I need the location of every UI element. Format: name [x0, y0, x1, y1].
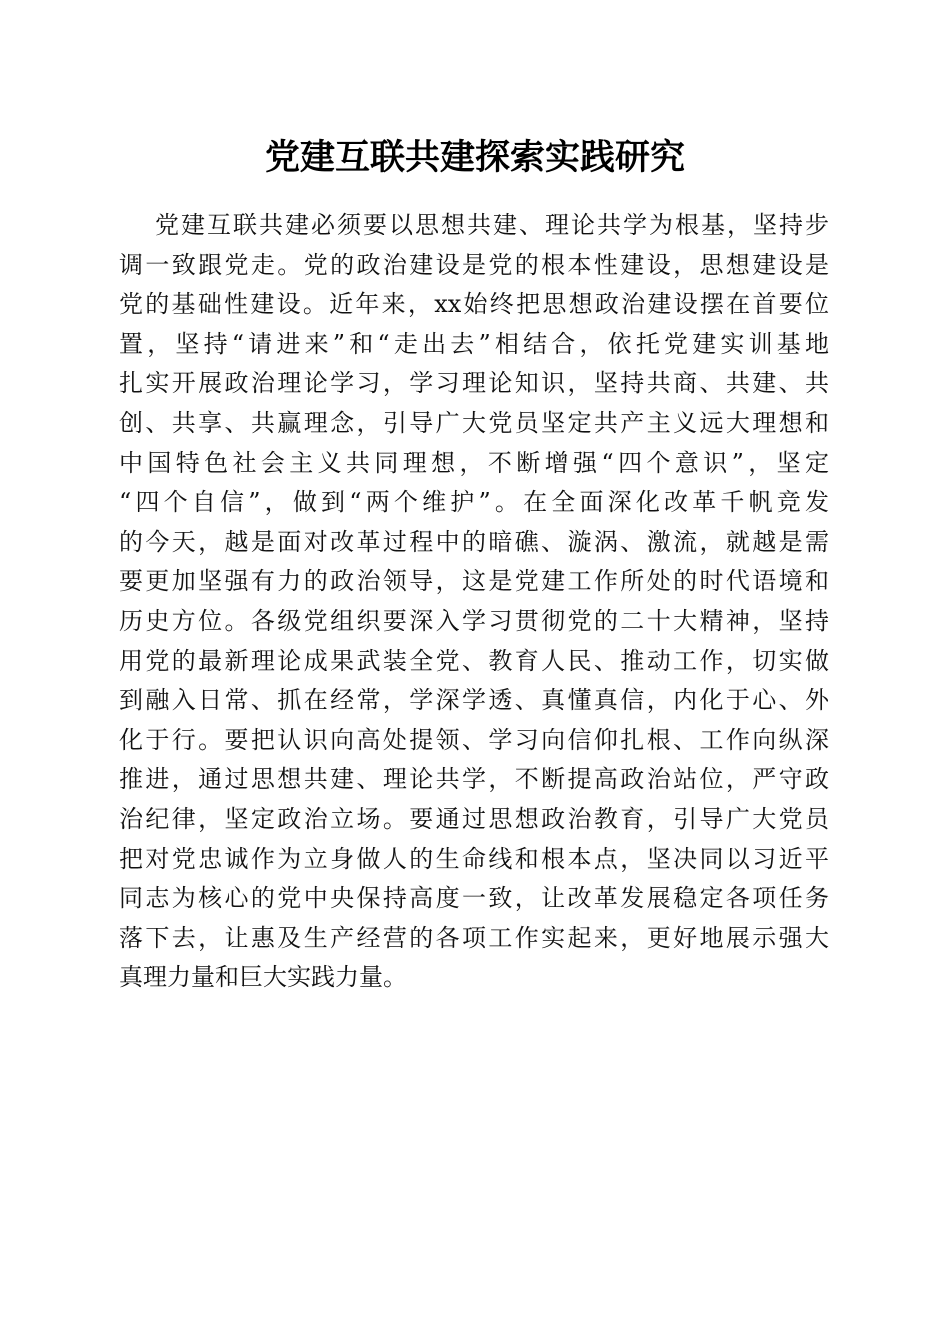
paragraph-line: 把对党忠诚作为立身做人的生命线和根本点，坚决同以习近平	[119, 844, 829, 873]
paragraph-line: 置，坚持“请进来”和“走出去”相结合，依托党建实训基地	[119, 329, 829, 358]
paragraph-line: 党建互联共建必须要以思想共建、理论共学为根基，坚持步	[155, 211, 829, 239]
paragraph-line: 同志为核心的党中央保持高度一致，让改革发展稳定各项任务	[119, 884, 829, 913]
paragraph-line: 中国特色社会主义共同理想，不断增强“四个意识”，坚定	[119, 448, 829, 477]
paragraph-line: 创、共享、共赢理念，引导广大党员坚定共产主义远大理想和	[119, 408, 829, 437]
paragraph-line: 推进，通过思想共建、理论共学，不断提高政治站位，严守政	[119, 765, 829, 794]
paragraph-line: 真理力量和巨大实践力量。	[119, 963, 407, 992]
paragraph-line: 治纪律，坚定政治立场。要通过思想政治教育，引导广大党员	[119, 804, 829, 833]
paragraph-line: 调一致跟党走。党的政治建设是党的根本性建设，思想建设是	[119, 250, 829, 279]
paragraph-line: 党的基础性建设。近年来，xx始终把思想政治建设摆在首要位	[119, 290, 829, 319]
paragraph-line: “四个自信”，做到“两个维护”。在全面深化改革千帆竞发	[119, 488, 829, 517]
paragraph-line: 用党的最新理论成果武装全党、教育人民、推动工作，切实做	[119, 646, 829, 675]
paragraph-line: 化于行。要把认识向高处提领、学习向信仰扎根、工作向纵深	[119, 725, 829, 754]
paragraph-line: 到融入日常、抓在经常，学深学透、真懂真信，内化于心、外	[119, 686, 829, 715]
body-paragraph	[119, 206, 829, 998]
paragraph-line: 的今天，越是面对改革过程中的暗礁、漩涡、激流，就越是需	[119, 527, 829, 556]
document-title: 党建互联共建探索实践研究	[264, 137, 685, 178]
paragraph-line: 历史方位。各级党组织要深入学习贯彻党的二十大精神，坚持	[119, 606, 829, 635]
paragraph-line: 扎实开展政治理论学习，学习理论知识，坚持共商、共建、共	[119, 369, 829, 398]
paragraph-line: 落下去，让惠及生产经营的各项工作实起来，更好地展示强大	[119, 923, 829, 952]
paragraph-line: 要更加坚强有力的政治领导，这是党建工作所处的时代语境和	[119, 567, 829, 596]
